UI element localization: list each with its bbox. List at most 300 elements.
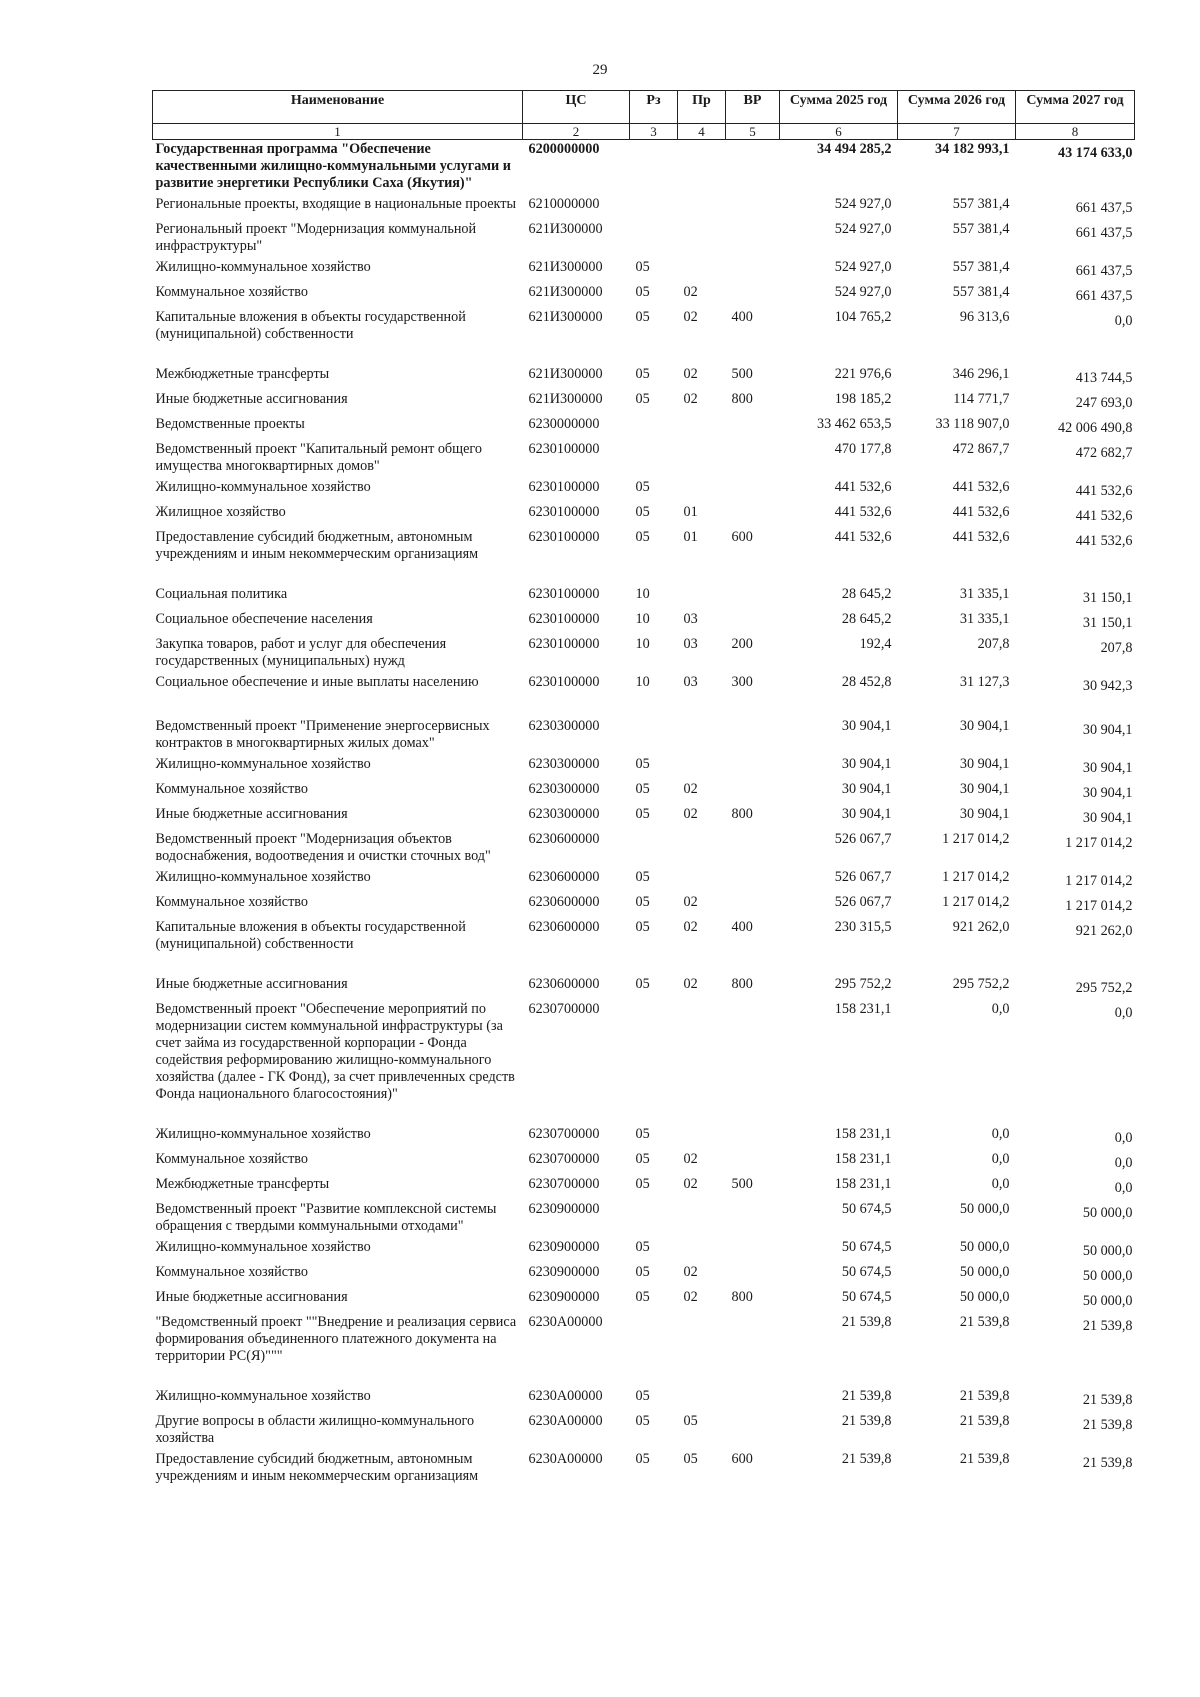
row-subsection <box>678 478 726 503</box>
row-expense-type <box>726 503 780 528</box>
row-sum-2027: 0,0 <box>1114 1180 1133 1196</box>
row-expense-type: 200 <box>731 636 753 652</box>
row-name: Коммунальное хозяйство <box>155 284 308 300</box>
row-subsection <box>678 1238 726 1263</box>
row-section: 10 <box>635 674 650 690</box>
row-code: 6230A00000 <box>528 1314 603 1330</box>
row-code: 6230300000 <box>528 781 600 797</box>
table-row <box>153 755 1135 780</box>
row-code: 6200000000 <box>528 141 600 157</box>
row-sum-2026: 441 532,6 <box>952 504 1010 520</box>
row-sum-2026: 557 381,4 <box>952 284 1010 300</box>
table-row <box>153 283 1135 308</box>
row-subsection: 02 <box>683 366 698 382</box>
row-sum-2025: 524 927,0 <box>834 284 892 300</box>
row-sum-2026: 50 000,0 <box>959 1239 1010 1255</box>
table-row <box>153 308 1135 365</box>
row-sum-2027: 472 682,7 <box>1075 445 1133 461</box>
row-subsection <box>678 717 726 755</box>
row-sum-2027: 30 904,1 <box>1082 722 1133 738</box>
row-sum-2025: 526 067,7 <box>834 869 892 885</box>
row-expense-type <box>726 1412 780 1450</box>
row-sum-2027: 42 006 490,8 <box>1058 420 1133 436</box>
row-section: 05 <box>635 781 650 797</box>
row-sum-2027: 661 437,5 <box>1075 200 1133 216</box>
row-section: 05 <box>635 1451 650 1467</box>
row-subsection: 02 <box>683 894 698 910</box>
table-body <box>153 140 1135 1489</box>
row-sum-2027: 31 150,1 <box>1082 590 1133 606</box>
row-section: 05 <box>635 391 650 407</box>
row-expense-type <box>726 415 780 440</box>
row-section <box>630 415 678 440</box>
row-section <box>630 140 678 196</box>
column-number: 3 <box>630 124 678 140</box>
row-sum-2027: 50 000,0 <box>1082 1268 1133 1284</box>
row-subsection <box>678 1313 726 1387</box>
row-sum-2025: 50 674,5 <box>841 1289 892 1305</box>
column-number: 6 <box>780 124 898 140</box>
page-number: 29 <box>592 62 608 78</box>
row-sum-2026: 34 182 993,1 <box>935 141 1010 157</box>
row-name: Жилищно-коммунальное хозяйство <box>155 756 371 772</box>
row-expense-type: 800 <box>731 976 753 992</box>
row-sum-2027: 21 539,8 <box>1082 1455 1133 1471</box>
column-number: 2 <box>523 124 630 140</box>
row-expense-type: 500 <box>731 1176 753 1192</box>
row-sum-2026: 33 118 907,0 <box>935 416 1010 432</box>
row-sum-2025: 221 976,6 <box>834 366 892 382</box>
table-row <box>153 390 1135 415</box>
row-expense-type <box>726 1000 780 1125</box>
row-name: Закупка товаров, работ и услуг для обеспечения государственных (муниципальных) нужд <box>155 636 447 669</box>
table-row <box>153 1288 1135 1313</box>
row-code: 6230A00000 <box>528 1451 603 1467</box>
row-sum-2025: 28 452,8 <box>841 674 892 690</box>
row-subsection: 02 <box>683 919 698 935</box>
row-sum-2025: 295 752,2 <box>834 976 892 992</box>
row-section: 05 <box>635 756 650 772</box>
row-code: 621И300000 <box>528 391 603 407</box>
row-expense-type <box>726 478 780 503</box>
row-subsection: 05 <box>683 1451 698 1467</box>
row-sum-2027: 21 539,8 <box>1082 1318 1133 1334</box>
row-subsection <box>678 195 726 220</box>
row-sum-2026: 21 539,8 <box>959 1314 1010 1330</box>
row-section: 05 <box>635 259 650 275</box>
row-section: 05 <box>635 976 650 992</box>
row-code: 6230900000 <box>528 1239 600 1255</box>
row-name: Жилищно-коммунальное хозяйство <box>155 259 371 275</box>
row-name: Иные бюджетные ассигнования <box>155 391 348 407</box>
budget-table <box>152 90 1135 1488</box>
header-sum-2027: Сумма 2027 год <box>1016 91 1135 124</box>
row-sum-2027: 247 693,0 <box>1075 395 1133 411</box>
row-sum-2027: 21 539,8 <box>1082 1392 1133 1408</box>
row-code: 621И300000 <box>528 259 603 275</box>
row-sum-2026: 557 381,4 <box>952 221 1010 237</box>
row-code: 6230300000 <box>528 756 600 772</box>
row-sum-2027: 1 217 014,2 <box>1065 898 1133 914</box>
row-subsection <box>678 258 726 283</box>
table-row <box>153 635 1135 673</box>
row-name: Коммунальное хозяйство <box>155 781 308 797</box>
row-name: Предоставление субсидий бюджетным, автономным учреждениям и иным некоммерческим организациям <box>155 1451 479 1484</box>
row-section: 10 <box>635 611 650 627</box>
table-row <box>153 780 1135 805</box>
table-row <box>153 717 1135 755</box>
row-expense-type: 500 <box>731 366 753 382</box>
row-sum-2026: 50 000,0 <box>959 1289 1010 1305</box>
table-row <box>153 918 1135 975</box>
row-sum-2027: 661 437,5 <box>1075 263 1133 279</box>
row-sum-2027: 30 904,1 <box>1082 760 1133 776</box>
row-section <box>630 1313 678 1387</box>
row-section: 05 <box>635 1264 650 1280</box>
row-sum-2026: 31 335,1 <box>959 586 1010 602</box>
row-name: Жилищно-коммунальное хозяйство <box>155 479 371 495</box>
row-sum-2026: 21 539,8 <box>959 1451 1010 1467</box>
row-subsection <box>678 1387 726 1412</box>
row-expense-type <box>726 830 780 868</box>
row-sum-2025: 158 231,1 <box>834 1001 892 1017</box>
row-code: 6230600000 <box>528 869 600 885</box>
row-expense-type <box>726 1200 780 1238</box>
row-code: 6210000000 <box>528 196 600 212</box>
row-sum-2027: 50 000,0 <box>1082 1243 1133 1259</box>
row-section: 05 <box>635 309 650 325</box>
row-code: 6230900000 <box>528 1289 600 1305</box>
column-number: 8 <box>1016 124 1135 140</box>
row-sum-2027: 207,8 <box>1100 640 1133 656</box>
row-name: Социальное обеспечение и иные выплаты населению <box>155 674 479 690</box>
row-expense-type <box>726 868 780 893</box>
row-section: 05 <box>635 529 650 545</box>
row-sum-2025: 30 904,1 <box>841 756 892 772</box>
row-sum-2027: 0,0 <box>1114 1155 1133 1171</box>
row-name: Ведомственный проект "Обеспечение мероприятий по модернизации систем коммунальной инфраструктуры (за счет займа из государственной корпорации - Фонда содействия реформированию жилищно-коммунального хозяйства (далее - ГК Фонд), за счет привлеченных средств Фонда национального благосостояния)" <box>155 1001 515 1102</box>
table-row <box>153 528 1135 585</box>
row-subsection: 02 <box>683 1264 698 1280</box>
row-sum-2025: 21 539,8 <box>841 1451 892 1467</box>
table-row <box>153 1450 1135 1488</box>
row-sum-2025: 21 539,8 <box>841 1314 892 1330</box>
row-sum-2025: 524 927,0 <box>834 196 892 212</box>
row-sum-2027: 441 532,6 <box>1075 533 1133 549</box>
row-code: 6230700000 <box>528 1151 600 1167</box>
row-sum-2027: 43 174 633,0 <box>1058 145 1133 161</box>
row-section <box>630 440 678 478</box>
row-code: 6230100000 <box>528 636 600 652</box>
table-row <box>153 1412 1135 1450</box>
table-row <box>153 1200 1135 1238</box>
row-expense-type <box>726 1125 780 1150</box>
row-sum-2026: 0,0 <box>991 1151 1010 1167</box>
row-sum-2026: 30 904,1 <box>959 781 1010 797</box>
table-row <box>153 610 1135 635</box>
table-row <box>153 503 1135 528</box>
row-subsection: 02 <box>683 806 698 822</box>
row-sum-2027: 0,0 <box>1114 313 1133 329</box>
row-name: Жилищное хозяйство <box>155 504 286 520</box>
table-row <box>153 140 1135 196</box>
table-row <box>153 1150 1135 1175</box>
row-sum-2025: 28 645,2 <box>841 586 892 602</box>
table-row <box>153 1313 1135 1387</box>
row-expense-type: 600 <box>731 1451 753 1467</box>
header-sum-2025: Сумма 2025 год <box>780 91 898 124</box>
row-subsection: 02 <box>683 1151 698 1167</box>
row-sum-2026: 50 000,0 <box>959 1264 1010 1280</box>
row-sum-2025: 230 315,5 <box>834 919 892 935</box>
row-code: 6230300000 <box>528 806 600 822</box>
row-sum-2026: 1 217 014,2 <box>942 894 1010 910</box>
row-subsection: 02 <box>683 1176 698 1192</box>
row-name: Ведомственный проект "Применение энергосервисных контрактов в многоквартирных жилых домах" <box>155 718 490 751</box>
row-code: 6230100000 <box>528 441 600 457</box>
row-subsection <box>678 585 726 610</box>
row-sum-2026: 295 752,2 <box>952 976 1010 992</box>
row-sum-2027: 661 437,5 <box>1075 225 1133 241</box>
row-subsection <box>678 1200 726 1238</box>
row-subsection: 03 <box>683 611 698 627</box>
row-section: 05 <box>635 1151 650 1167</box>
row-subsection <box>678 1125 726 1150</box>
row-name: Капитальные вложения в объекты государственной (муниципальной) собственности <box>155 309 466 342</box>
row-sum-2025: 30 904,1 <box>841 718 892 734</box>
table-row <box>153 830 1135 868</box>
row-section: 05 <box>635 1388 650 1404</box>
row-sum-2027: 1 217 014,2 <box>1065 835 1133 851</box>
row-section: 05 <box>635 1176 650 1192</box>
row-sum-2026: 21 539,8 <box>959 1413 1010 1429</box>
row-subsection: 02 <box>683 781 698 797</box>
row-sum-2025: 50 674,5 <box>841 1201 892 1217</box>
row-name: Другие вопросы в области жилищно-коммунального хозяйства <box>155 1413 475 1446</box>
row-sum-2027: 1 217 014,2 <box>1065 873 1133 889</box>
table-row <box>153 975 1135 1000</box>
row-sum-2026: 207,8 <box>977 636 1010 652</box>
table-row <box>153 1000 1135 1125</box>
row-expense-type <box>726 258 780 283</box>
row-subsection: 01 <box>683 529 698 545</box>
row-sum-2027: 441 532,6 <box>1075 508 1133 524</box>
row-section: 05 <box>635 504 650 520</box>
table-row <box>153 1175 1135 1200</box>
row-name: Жилищно-коммунальное хозяйство <box>155 1239 371 1255</box>
row-sum-2026: 557 381,4 <box>952 259 1010 275</box>
row-expense-type <box>726 220 780 258</box>
row-subsection: 01 <box>683 504 698 520</box>
column-number: 4 <box>678 124 726 140</box>
row-section <box>630 1000 678 1125</box>
column-number: 5 <box>726 124 780 140</box>
column-number: 7 <box>898 124 1016 140</box>
row-sum-2027: 0,0 <box>1114 1130 1133 1146</box>
row-subsection: 02 <box>683 309 698 325</box>
row-name: Коммунальное хозяйство <box>155 1264 308 1280</box>
row-code: 6230600000 <box>528 894 600 910</box>
row-section: 05 <box>635 869 650 885</box>
row-sum-2027: 21 539,8 <box>1082 1417 1133 1433</box>
table-row <box>153 415 1135 440</box>
row-expense-type: 800 <box>731 806 753 822</box>
row-sum-2025: 33 462 653,5 <box>817 416 892 432</box>
row-section: 05 <box>635 1126 650 1142</box>
row-expense-type <box>726 283 780 308</box>
row-expense-type: 800 <box>731 391 753 407</box>
row-section <box>630 717 678 755</box>
row-code: 6230600000 <box>528 919 600 935</box>
row-sum-2025: 28 645,2 <box>841 611 892 627</box>
row-sum-2025: 192,4 <box>859 636 892 652</box>
row-sum-2027: 30 904,1 <box>1082 785 1133 801</box>
row-subsection <box>678 755 726 780</box>
row-sum-2026: 0,0 <box>991 1001 1010 1017</box>
row-sum-2027: 30 904,1 <box>1082 810 1133 826</box>
table-row <box>153 440 1135 478</box>
row-subsection <box>678 1000 726 1125</box>
row-name: "Ведомственный проект ""Внедрение и реализация сервиса формирования объединенного платежного документа на территории РС(Я)""" <box>155 1314 517 1364</box>
row-subsection: 05 <box>683 1413 698 1429</box>
row-name: Государственная программа "Обеспечение качественными жилищно-коммунальными услугами и развитие энергетики Республики Саха (Якутия)" <box>155 141 511 191</box>
row-name: Предоставление субсидий бюджетным, автономным учреждениям и иным некоммерческим организациям <box>155 529 479 562</box>
row-name: Межбюджетные трансферты <box>155 1176 330 1192</box>
row-subsection: 03 <box>683 674 698 690</box>
row-name: Жилищно-коммунальное хозяйство <box>155 1126 371 1142</box>
table-row <box>153 585 1135 610</box>
row-sum-2025: 441 532,6 <box>834 479 892 495</box>
row-section <box>630 195 678 220</box>
row-section <box>630 1200 678 1238</box>
row-sum-2027: 0,0 <box>1114 1005 1133 1021</box>
row-sum-2027: 30 942,3 <box>1082 678 1133 694</box>
row-sum-2025: 50 674,5 <box>841 1239 892 1255</box>
row-sum-2025: 50 674,5 <box>841 1264 892 1280</box>
row-sum-2025: 34 494 285,2 <box>817 141 892 157</box>
column-number: 1 <box>153 124 523 140</box>
row-sum-2026: 21 539,8 <box>959 1388 1010 1404</box>
row-expense-type: 400 <box>731 309 753 325</box>
row-sum-2027: 31 150,1 <box>1082 615 1133 631</box>
row-code: 6230600000 <box>528 976 600 992</box>
row-subsection: 02 <box>683 284 698 300</box>
row-sum-2027: 50 000,0 <box>1082 1205 1133 1221</box>
row-section: 05 <box>635 366 650 382</box>
row-expense-type <box>726 585 780 610</box>
row-sum-2026: 0,0 <box>991 1176 1010 1192</box>
row-name: Региональные проекты, входящие в национальные проекты <box>155 196 516 212</box>
row-name: Ведомственные проекты <box>155 416 305 432</box>
row-name: Социальная политика <box>155 586 288 602</box>
row-section: 05 <box>635 894 650 910</box>
row-name: Региональный проект "Модернизация коммунальной инфраструктуры" <box>155 221 477 254</box>
row-expense-type <box>726 610 780 635</box>
row-expense-type <box>726 195 780 220</box>
row-code: 6230300000 <box>528 718 600 734</box>
row-sum-2026: 114 771,7 <box>953 391 1010 407</box>
row-sum-2026: 1 217 014,2 <box>942 869 1010 885</box>
row-sum-2026: 441 532,6 <box>952 479 1010 495</box>
row-code: 621И300000 <box>528 309 603 325</box>
row-sum-2025: 470 177,8 <box>834 441 892 457</box>
row-sum-2026: 31 127,3 <box>959 674 1010 690</box>
header-rz: Рз <box>630 91 678 124</box>
row-name: Социальное обеспечение населения <box>155 611 373 627</box>
table-row <box>153 220 1135 258</box>
row-name: Ведомственный проект "Капитальный ремонт общего имущества многоквартирных домов" <box>155 441 482 474</box>
row-sum-2025: 441 532,6 <box>834 504 892 520</box>
row-section: 05 <box>635 284 650 300</box>
row-sum-2026: 30 904,1 <box>959 718 1010 734</box>
row-expense-type <box>726 780 780 805</box>
row-subsection <box>678 415 726 440</box>
row-sum-2025: 526 067,7 <box>834 894 892 910</box>
row-code: 6230700000 <box>528 1176 600 1192</box>
row-code: 6230900000 <box>528 1201 600 1217</box>
row-sum-2027: 50 000,0 <box>1082 1293 1133 1309</box>
row-subsection: 02 <box>683 391 698 407</box>
row-section: 05 <box>635 1289 650 1305</box>
row-expense-type <box>726 893 780 918</box>
table-row <box>153 1263 1135 1288</box>
row-sum-2026: 31 335,1 <box>959 611 1010 627</box>
row-name: Иные бюджетные ассигнования <box>155 806 348 822</box>
header-pr: Пр <box>678 91 726 124</box>
row-expense-type <box>726 1387 780 1412</box>
row-sum-2026: 441 532,6 <box>952 529 1010 545</box>
row-sum-2026: 30 904,1 <box>959 756 1010 772</box>
row-code: 6230A00000 <box>528 1413 603 1429</box>
row-subsection: 02 <box>683 1289 698 1305</box>
row-sum-2026: 30 904,1 <box>959 806 1010 822</box>
table-row <box>153 1238 1135 1263</box>
row-name: Иные бюджетные ассигнования <box>155 1289 348 1305</box>
row-section: 10 <box>635 586 650 602</box>
row-expense-type: 300 <box>731 674 753 690</box>
row-code: 6230100000 <box>528 611 600 627</box>
row-name: Ведомственный проект "Модернизация объектов водоснабжения, водоотведения и очистки сточных вод" <box>155 831 491 864</box>
row-sum-2025: 441 532,6 <box>834 529 892 545</box>
table-row <box>153 258 1135 283</box>
row-code: 6230000000 <box>528 416 600 432</box>
row-subsection <box>678 220 726 258</box>
row-sum-2025: 30 904,1 <box>841 806 892 822</box>
row-sum-2025: 158 231,1 <box>834 1126 892 1142</box>
row-sum-2026: 346 296,1 <box>952 366 1010 382</box>
row-sum-2026: 50 000,0 <box>959 1201 1010 1217</box>
row-section <box>630 220 678 258</box>
row-sum-2027: 921 262,0 <box>1075 923 1133 939</box>
row-section: 05 <box>635 479 650 495</box>
row-name: Коммунальное хозяйство <box>155 1151 308 1167</box>
row-sum-2026: 557 381,4 <box>952 196 1010 212</box>
row-sum-2025: 158 231,1 <box>834 1176 892 1192</box>
row-sum-2025: 524 927,0 <box>834 259 892 275</box>
row-section: 10 <box>635 636 650 652</box>
header-name: Наименование <box>153 91 523 124</box>
row-sum-2025: 30 904,1 <box>841 781 892 797</box>
row-sum-2027: 441 532,6 <box>1075 483 1133 499</box>
row-subsection <box>678 440 726 478</box>
row-sum-2026: 0,0 <box>991 1126 1010 1142</box>
row-sum-2026: 472 867,7 <box>952 441 1010 457</box>
row-code: 6230100000 <box>528 479 600 495</box>
row-sum-2027: 661 437,5 <box>1075 288 1133 304</box>
table-row <box>153 1125 1135 1150</box>
row-section: 05 <box>635 919 650 935</box>
table-row <box>153 365 1135 390</box>
